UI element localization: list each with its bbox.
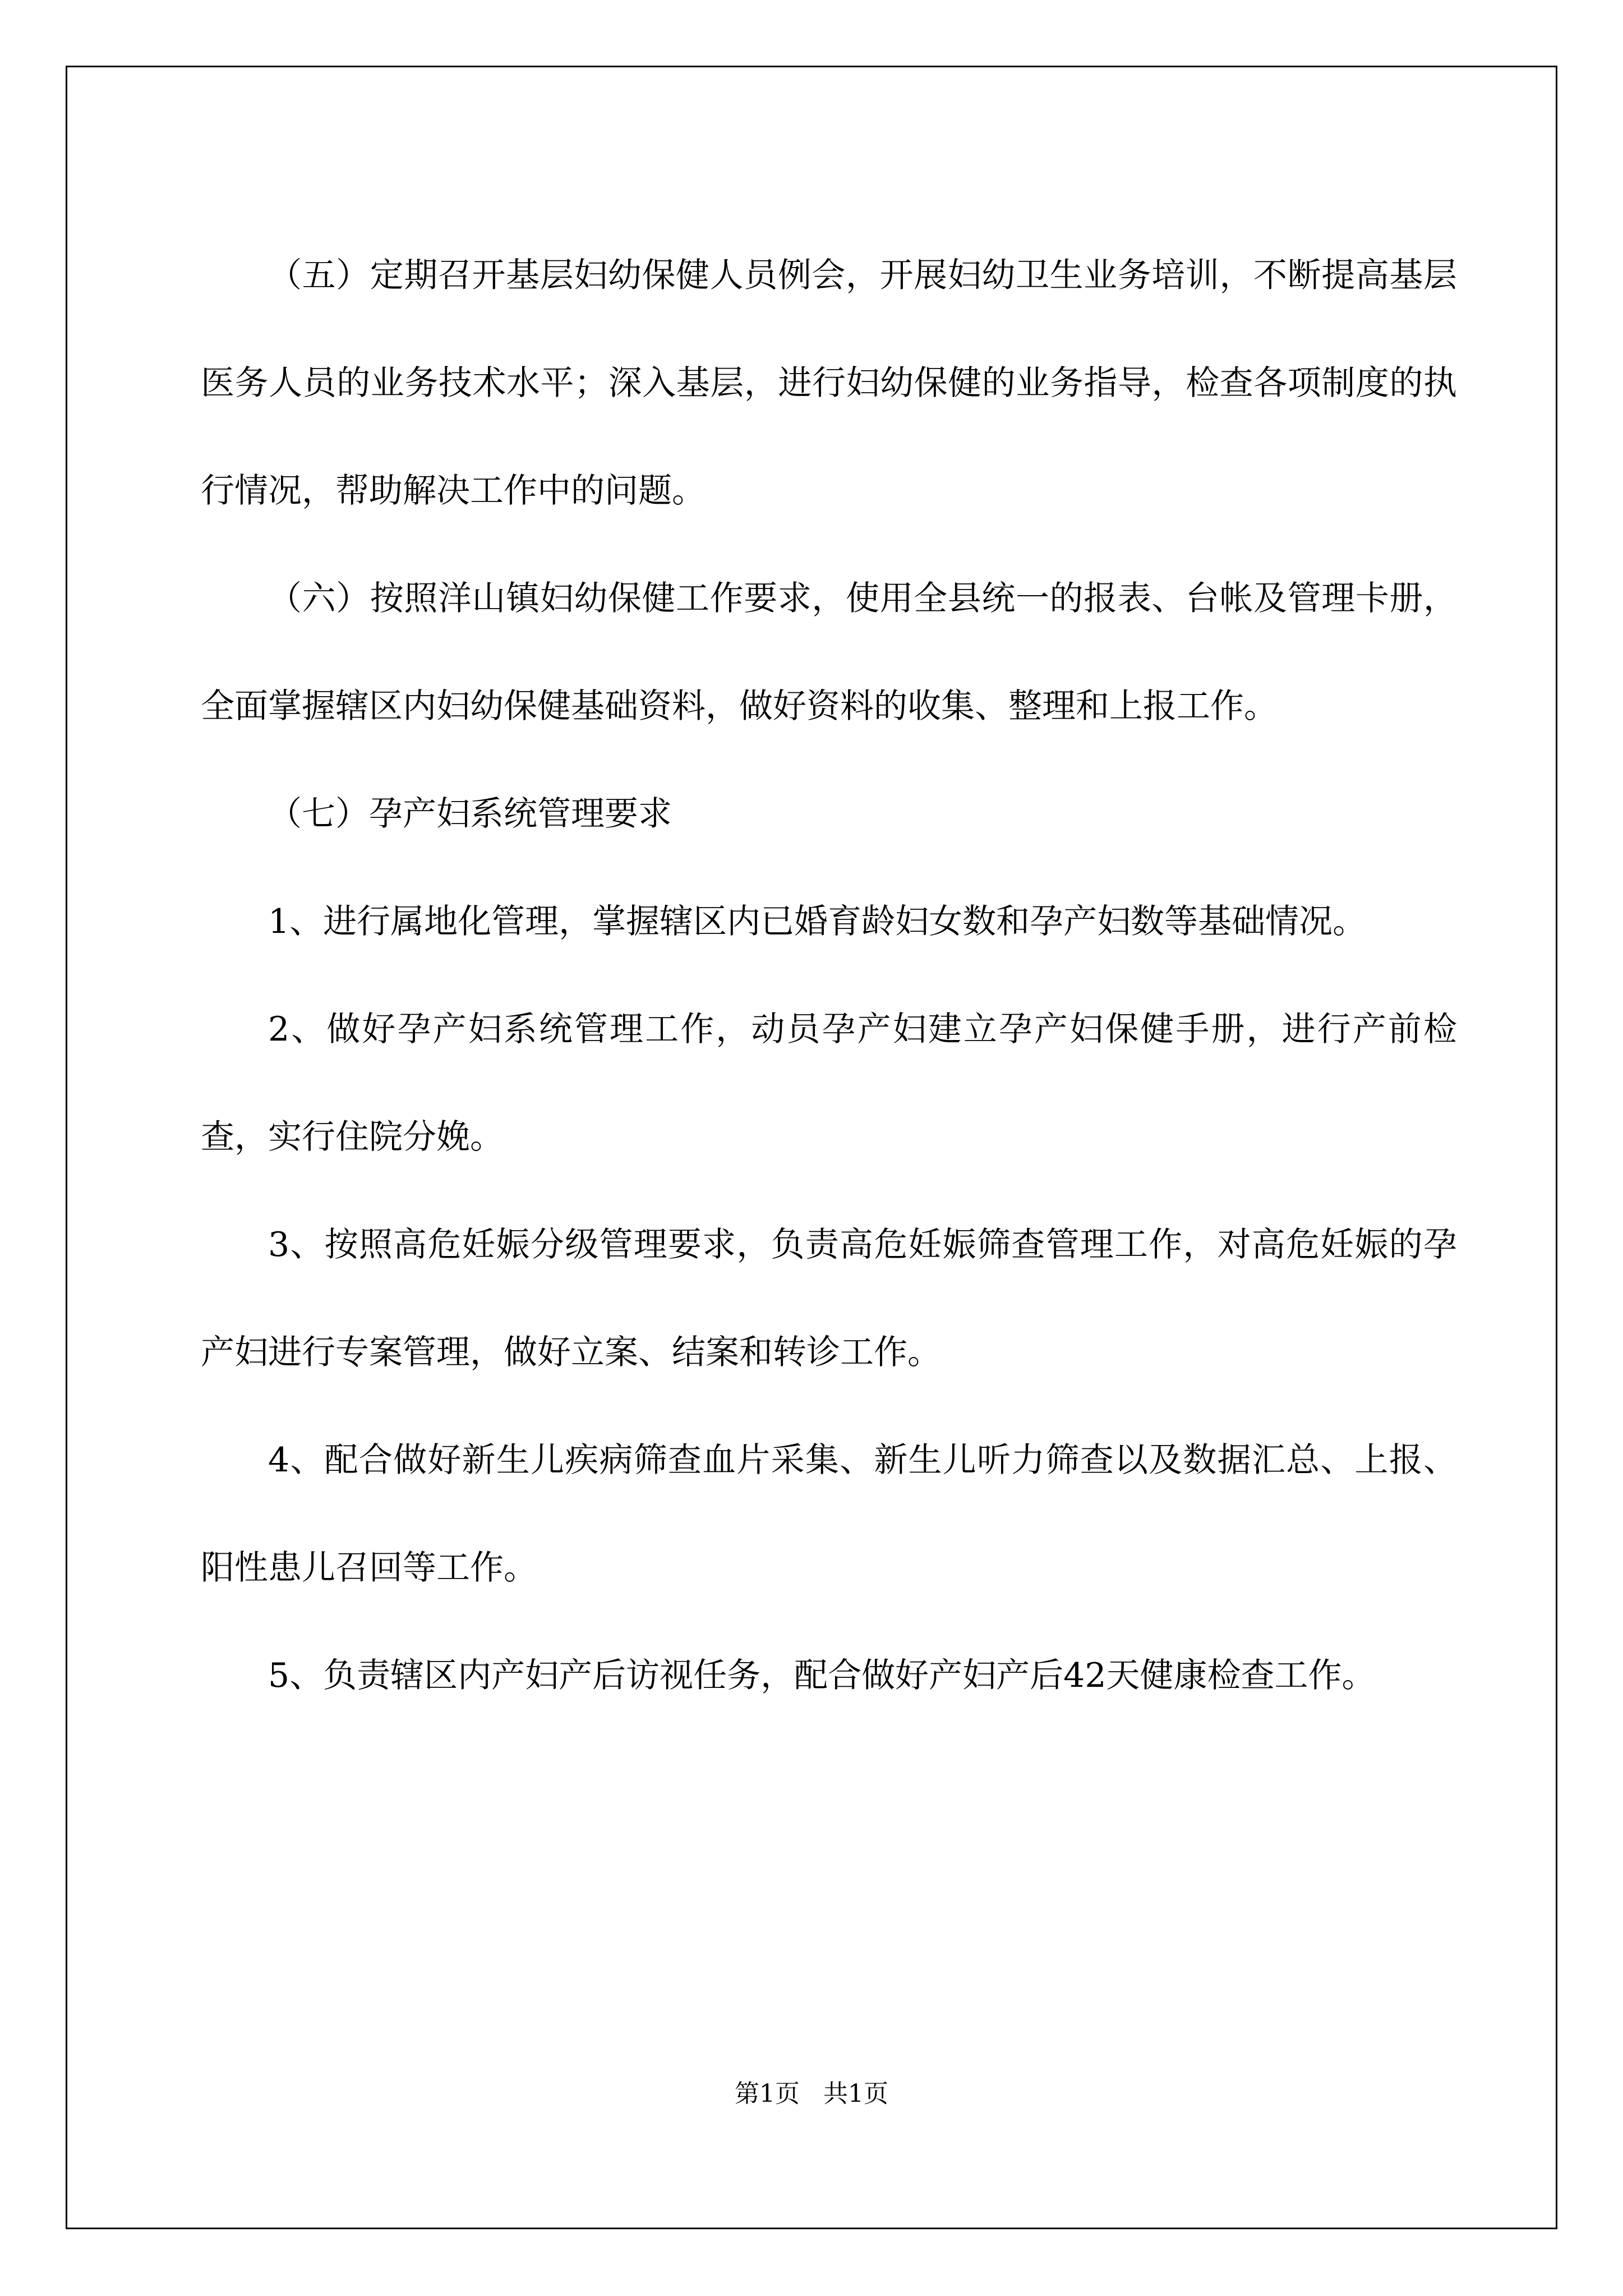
paragraph-6: （六）按照洋山镇妇幼保健工作要求，使用全县统一的报表、台帐及管理卡册，全面掌握辖区内妇幼保健基础资料，做好资料的收集、整理和上报工作。 [201,579,1457,726]
list-item-4: 4、配合做好新生儿疾病筛查血片采集、新生儿听力筛查以及数据汇总、上报、阳性患儿召回等工作。 [201,1441,1457,1588]
paragraph-7-heading: （七）孕产妇系统管理要求 [268,794,672,834]
page-footer [0,2077,1623,2111]
list-item-5: 5、负责辖区内产妇产后访视任务，配合做好产妇产后42天健康检查工作。 [268,1656,1376,1695]
page-number: 第1页 [735,2079,800,2108]
list-item-3: 3、按照高危妊娠分级管理要求，负责高危妊娠筛查管理工作，对高危妊娠的孕产妇进行专案管理，做好立案、结案和转诊工作。 [201,1225,1457,1372]
list-item-1: 1、进行属地化管理，掌握辖区内已婚育龄妇女数和孕产妇数等基础情况。 [268,902,1367,941]
page-total: 共1页 [823,2079,888,2108]
list-item-2: 2、做好孕产妇系统管理工作，动员孕产妇建立孕产妇保健手册，进行产前检查，实行住院分娩。 [201,1010,1457,1157]
document-body [201,222,1457,1729]
paragraph-5: （五）定期召开基层妇幼保健人员例会，开展妇幼卫生业务培训，不断提高基层医务人员的业务技术水平；深入基层，进行妇幼保健的业务指导，检查各项制度的执行情况，帮助解决工作中的问题。 [201,256,1457,510]
